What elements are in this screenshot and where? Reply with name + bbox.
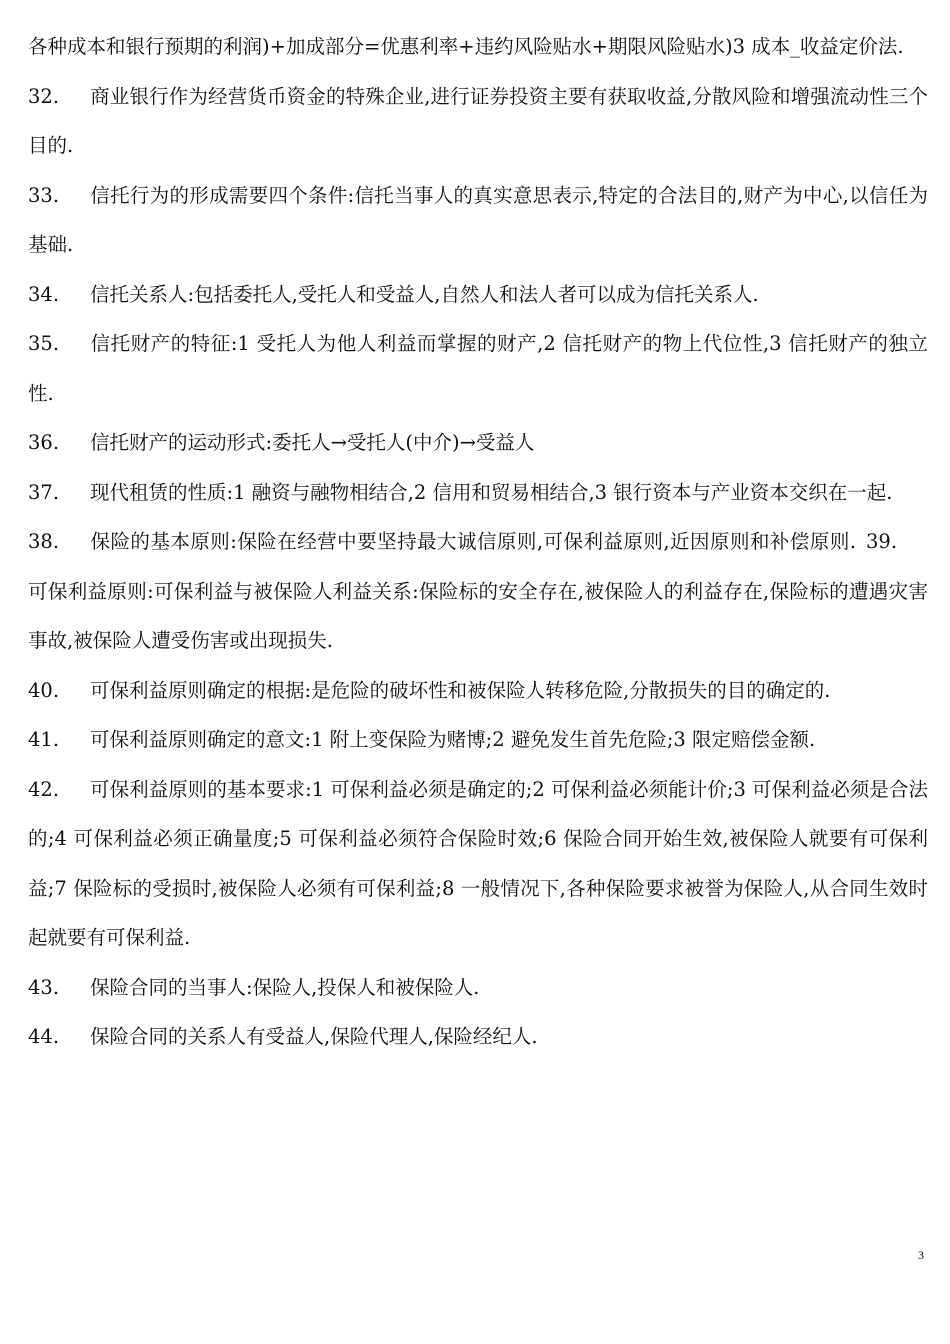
item-number: 35. [28,332,60,355]
document-body [28,22,928,1062]
list-item-34 [28,270,928,320]
item-number: 38. [28,530,60,553]
item-number: 32. [28,84,60,108]
list-item-32 [28,72,928,171]
item-text: 信托关系人:包括委托人,受托人和受益人,自然人和法人者可以成为信托关系人. [90,282,759,306]
item-number: 34. [28,282,60,306]
item-number: 40. [28,678,60,702]
list-item-42 [28,765,928,963]
item-number: 43. [28,975,60,999]
page-number: 3 [918,1248,924,1262]
item-text: 现代租赁的性质:1 融资与融物相结合,2 信用和贸易相结合,3 银行资本与产业资本交织在一起. [90,480,893,504]
list-item-36 [28,418,928,468]
item-text-inline: 可保利益原则:可保利益与被保险人利益关系:保险标的安全存在,被保险人的利益存在,保险标的遭遇灾害事故,被保险人遭受伤害或出现损失. [28,579,928,652]
item-text: 信托行为的形成需要四个条件:信托当事人的真实意思表示,特定的合法目的,财产为中心,以信任为基础. [28,183,928,256]
list-item-43 [28,963,928,1013]
list-item-35 [28,319,928,418]
item-number: 44. [28,1025,60,1048]
item-number-inline: 39. [866,530,898,553]
intro-text: 各种成本和银行预期的利润)+加成部分=优惠利率+违约风险贴水+期限风险贴水)3 成本_收益定价法. [28,35,904,58]
item-text: 信托财产的特征:1 受托人为他人利益而掌握的财产,2 信托财产的物上代位性,3 信托财产的独立性. [28,332,928,405]
item-text: 信托财产的运动形式:委托人→受托人(中介)→受益人 [90,431,535,454]
intro-paragraph [28,22,928,72]
list-item-40 [28,666,928,716]
item-text: 保险的基本原则:保险在经营中要坚持最大诚信原则,可保利益原则,近因原则和补偿原则. [90,530,856,553]
item-text: 可保利益原则的基本要求:1 可保利益必须是确定的;2 可保利益必须能计价;3 可保利益必须是合法的;4 可保利益必须正确量度;5 可保利益必须符合保险时效;6 保险合同开始生效,被保险人就要有可保利益;7 保险标的受损时,被保险人必须有可保利益;8 一般情况下,各种保险要求被誉为保险人,从合同生效时起就要有可保利益. [28,777,928,949]
list-item-33 [28,171,928,270]
item-number: 37. [28,480,60,504]
list-item-37 [28,468,928,518]
list-item-44 [28,1012,928,1062]
list-item-41 [28,715,928,765]
item-number: 33. [28,183,60,207]
item-text: 商业银行作为经营货币资金的特殊企业,进行证券投资主要有获取收益,分散风险和增强流动性三个目的. [28,84,928,157]
list-item-38-39 [28,517,928,666]
item-text: 保险合同的关系人有受益人,保险代理人,保险经纪人. [90,1025,538,1048]
item-text: 保险合同的当事人:保险人,投保人和被保险人. [90,975,480,999]
item-number: 42. [28,777,60,801]
item-number: 36. [28,431,60,454]
item-text: 可保利益原则确定的意文:1 附上变保险为赌博;2 避免发生首先危险;3 限定赔偿金额. [90,728,816,751]
item-text: 可保利益原则确定的根据:是危险的破坏性和被保险人转移危险,分散损失的目的确定的. [90,678,831,702]
item-number: 41. [28,728,60,751]
